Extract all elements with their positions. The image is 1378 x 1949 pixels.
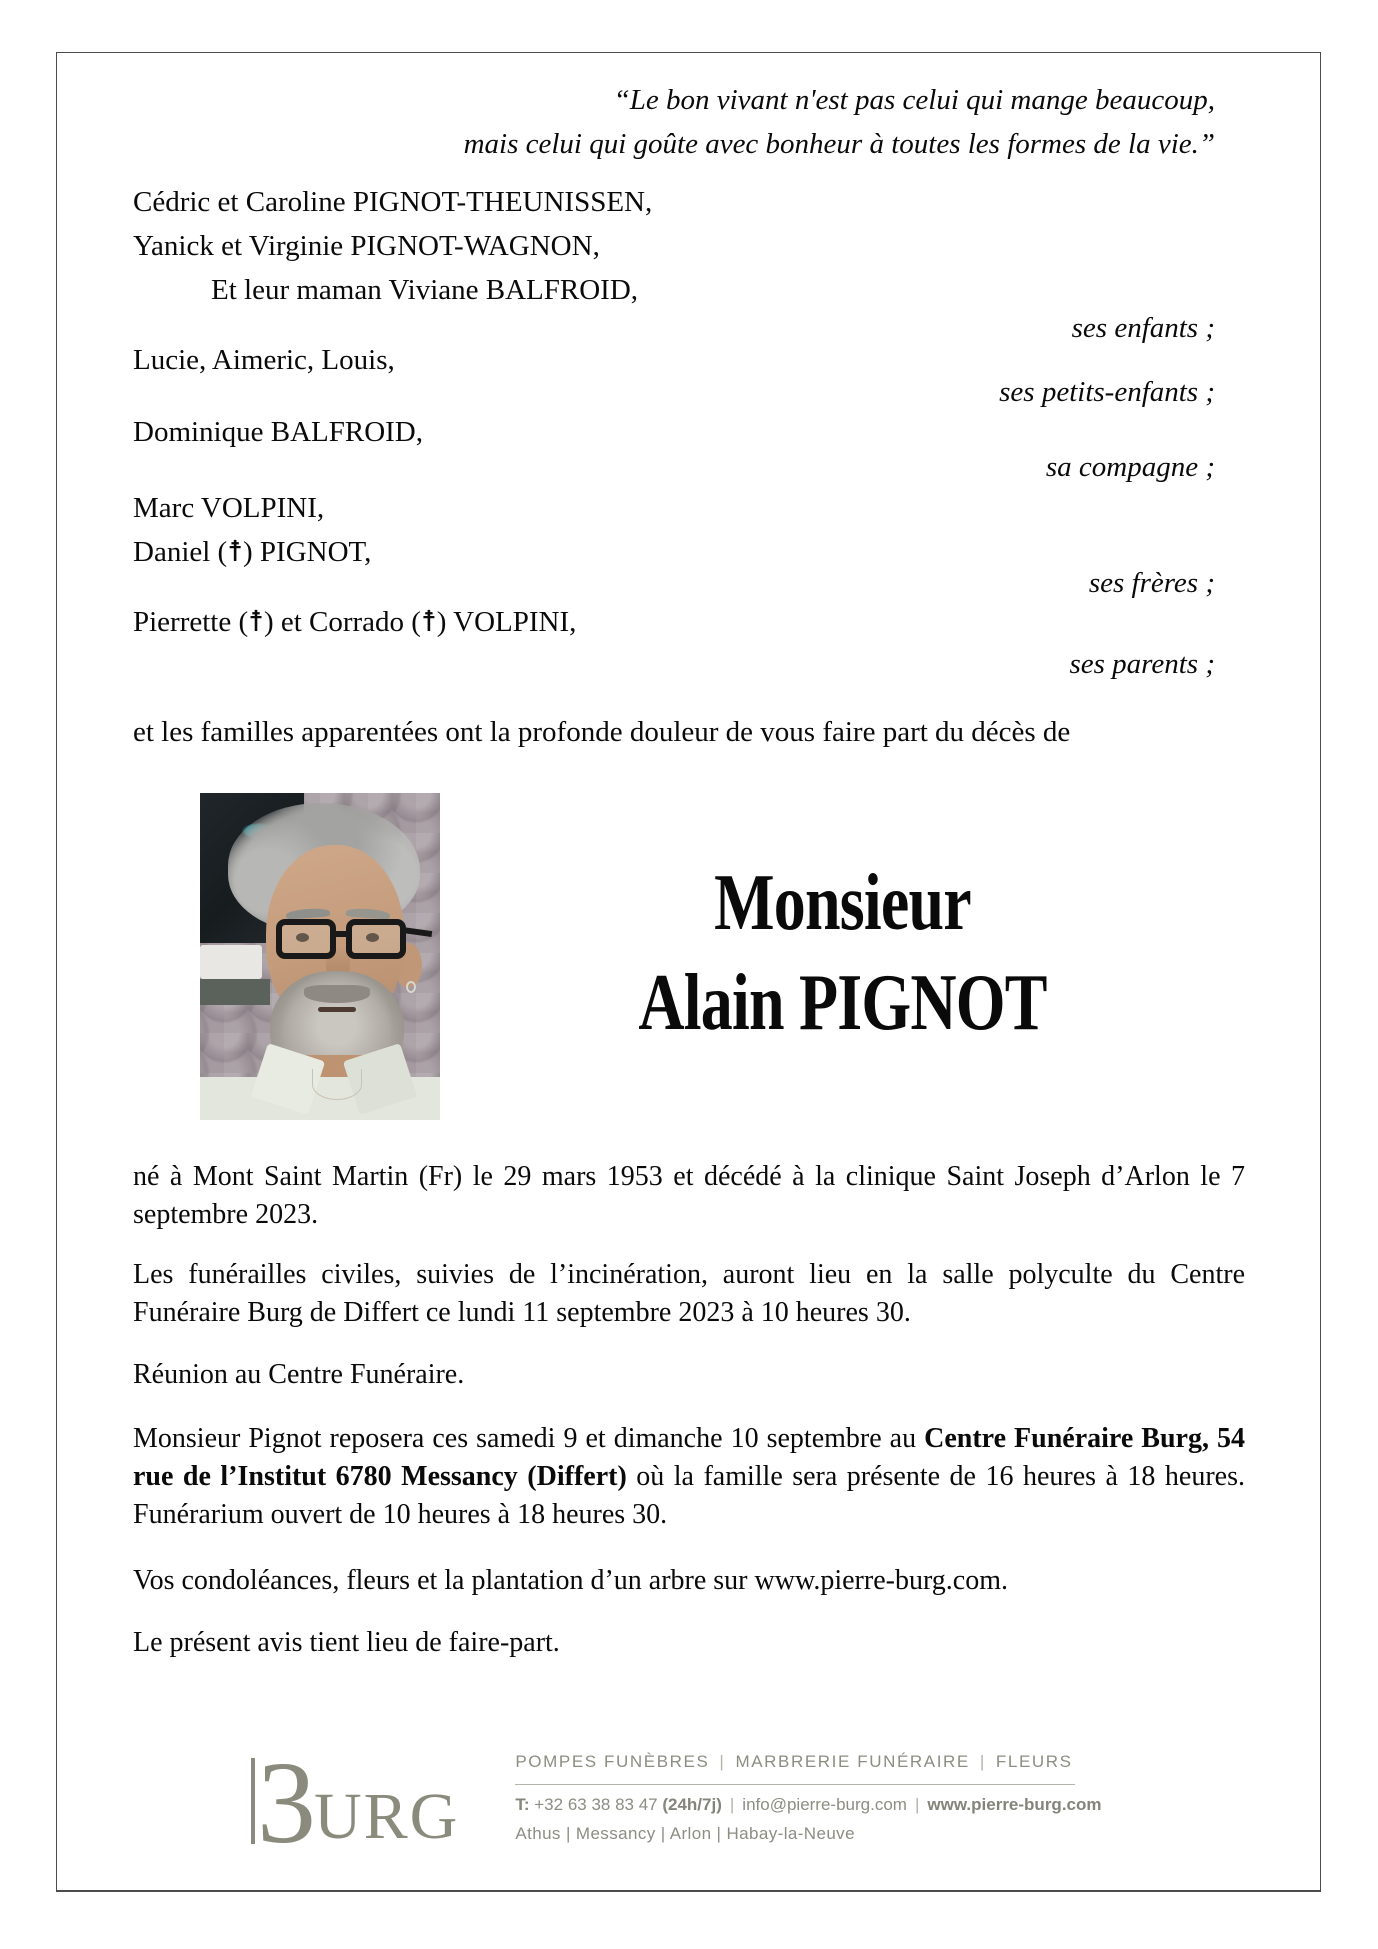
phone-number: +32 63 38 83 47	[529, 1795, 663, 1814]
separator-bar: |	[914, 1795, 920, 1814]
family-child-1: Cédric et Caroline PIGNOT-THEUNISSEN,	[133, 186, 653, 218]
photo-necklace	[312, 1069, 362, 1100]
portrait-photo	[200, 793, 440, 1120]
family-parents: Pierrette (☨) et Corrado (☨) VOLPINI,	[133, 606, 577, 638]
deceased-honorific: Monsieur	[714, 859, 971, 947]
label-brothers: ses frères ;	[1088, 567, 1215, 599]
photo-earring	[406, 981, 416, 993]
phone-label: T:	[515, 1795, 530, 1814]
photo-mouth	[318, 1007, 356, 1012]
epigraph-line-1: “Le bon vivant n'est pas celui qui mange beaucoup,	[613, 84, 1215, 116]
deceased-name: Alain PIGNOT	[638, 959, 1047, 1047]
label-children: ses enfants ;	[1071, 312, 1215, 344]
service-fleurs: FLEURS	[995, 1752, 1073, 1771]
footer-services-line	[515, 1752, 1075, 1772]
family-mother: Et leur maman Viviane BALFROID,	[211, 274, 639, 306]
footer-info-column	[515, 1750, 1102, 1844]
phone-hours: (24h/7j)	[662, 1795, 722, 1814]
family-brother-1: Marc VOLPINI,	[133, 492, 325, 524]
repose-post: où la famille sera présente de 16 heures à 18 heures. Funérarium ouvert de 10 heures à 18 heures 30.	[133, 1461, 1245, 1530]
announcement-sentence: et les familles apparentées ont la profonde douleur de vous faire part du décès de	[133, 716, 1071, 748]
family-companion: Dominique BALFROID,	[133, 416, 423, 448]
photo-glasses-right-lens	[346, 919, 406, 959]
burg-logo-b-icon: 3	[257, 1737, 314, 1868]
photo-sill	[200, 979, 270, 1005]
photo-glasses-left-lens	[276, 919, 336, 959]
photo-glasses-bridge	[332, 931, 350, 937]
funeral-home-footer	[133, 1737, 1245, 1868]
footer-contact-line	[515, 1795, 1102, 1815]
burg-logo-stem	[251, 1758, 255, 1844]
epigraph-line-2: mais celui qui goûte avec bonheur à toutes les formes de la vie.”	[463, 128, 1215, 160]
repose-address: Centre Funéraire Burg, 54 rue de l’Institut 6780 Messancy (Differt)	[133, 1423, 1245, 1492]
photo-mustache	[304, 985, 370, 1003]
service-pompes: POMPES FUNÈBRES	[515, 1752, 710, 1771]
page-content	[57, 52, 1321, 1868]
footer-email: info@pierre-burg.com	[742, 1795, 907, 1814]
paragraph-notice: Le présent avis tient lieu de faire-part.	[133, 1627, 560, 1658]
footer-divider-line	[515, 1784, 1075, 1785]
label-parents: ses parents ;	[1069, 648, 1215, 680]
paragraph-condolences: Vos condoléances, fleurs et la plantation d’un arbre sur www.pierre-burg.com.	[133, 1565, 1008, 1596]
family-child-2: Yanick et Virginie PIGNOT-WAGNON,	[133, 230, 600, 262]
paragraph-birth-death: né à Mont Saint Martin (Fr) le 29 mars 1953 et décédé à la clinique Saint Joseph d’Arlon le 7 septembre 2023.	[133, 1161, 1245, 1230]
family-brother-2: Daniel (☨) PIGNOT,	[133, 536, 372, 568]
paragraph-repose	[133, 1420, 1245, 1534]
hero-row	[133, 793, 1245, 1120]
footer-cities-line: Athus | Messancy | Arlon | Habay-la-Neuve	[515, 1824, 855, 1843]
repose-pre: Monsieur Pignot reposera ces samedi 9 et dimanche 10 septembre au	[133, 1423, 925, 1454]
paragraph-funeral: Les funérailles civiles, suivies de l’incinération, auront lieu en la salle polyculte du Centre Funéraire Burg de Differt ce lundi 11 septembre 2023 à 10 heures 30.	[133, 1259, 1245, 1328]
separator-bar: |	[719, 1752, 726, 1771]
epigraph-quote	[133, 78, 1245, 166]
footer-website: www.pierre-burg.com	[927, 1795, 1102, 1814]
photo-ledge	[200, 945, 262, 979]
deceased-title-block	[440, 793, 1245, 1053]
separator-bar: |	[729, 1795, 735, 1814]
separator-bar: |	[979, 1752, 986, 1771]
label-grandchildren: ses petits-enfants ;	[999, 376, 1215, 408]
label-companion: sa compagne ;	[1045, 451, 1215, 483]
family-grandchildren: Lucie, Aimeric, Louis,	[133, 344, 395, 376]
paragraph-meeting: Réunion au Centre Funéraire.	[133, 1359, 465, 1390]
service-marbrerie: MARBRERIE FUNÉRAIRE	[735, 1752, 970, 1771]
burg-logo	[251, 1737, 460, 1868]
burg-logo-rest: URG	[314, 1780, 460, 1853]
